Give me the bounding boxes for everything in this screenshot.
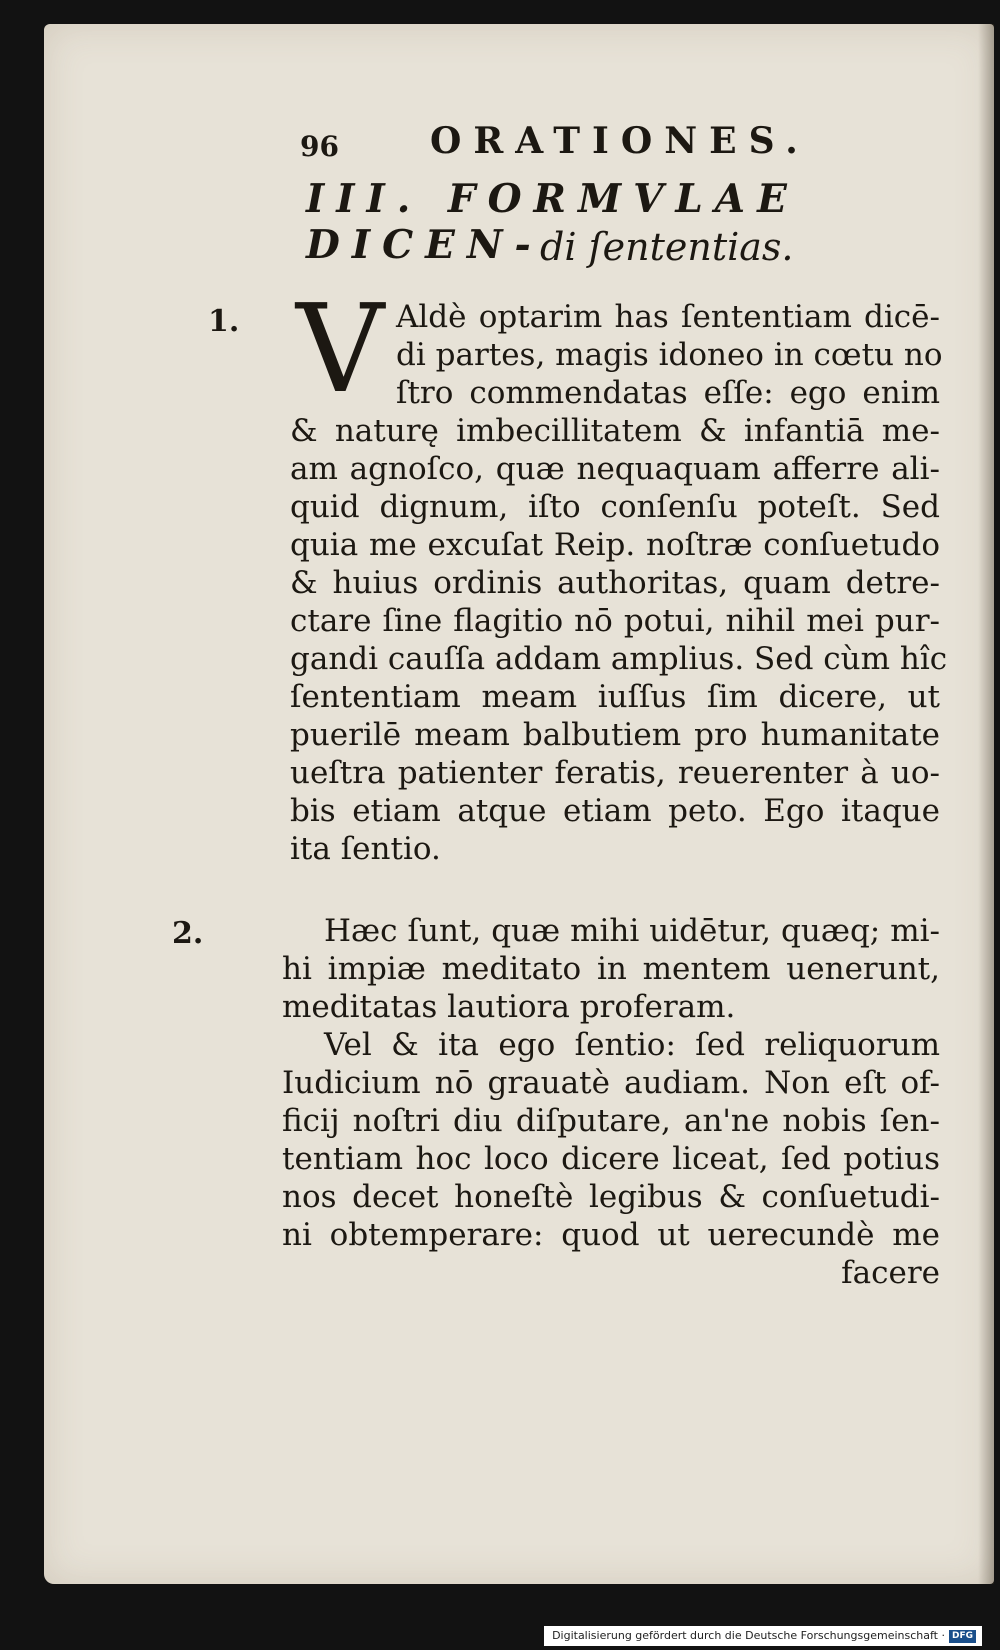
text-line: nos decet honeſtè legibus & conſuetudi-: [282, 1179, 940, 1215]
running-title: ORATIONES.: [430, 120, 810, 162]
paragraph-1: [290, 298, 948, 868]
text-line: ſtro commendatas eſſe: ego enim: [396, 375, 940, 411]
text-line: hi impiæ meditato in mentem uenerunt,: [282, 951, 940, 987]
text-line: ita ſentio.: [290, 831, 441, 867]
text-line: puerilē meam balbutiem pro humanitate: [290, 717, 940, 753]
text-line: tentiam hoc loco dicere liceat, ſed potius: [282, 1141, 940, 1177]
text-line: Iudicium nō grauatè audiam. Non eſt of-: [282, 1065, 940, 1101]
drop-cap: V: [296, 278, 385, 420]
text-line: am agnoſco, quæ nequaquam afferre ali-: [290, 451, 940, 487]
text-line: quid dignum, iſto conſenſu poteſt. Sed: [290, 489, 940, 525]
text-line: Aldè optarim has ſententiam dicē-: [396, 299, 940, 335]
text-line: Hæc ſunt, quæ mihi uidētur, quæq; mi-: [324, 913, 940, 949]
text-line: ficij noſtri diu diſputare, an'ne nobis ſen-: [282, 1103, 940, 1139]
section-subtitle: di ſententias.: [540, 225, 794, 269]
running-head: [300, 120, 860, 163]
margin-number-1: 1.: [208, 304, 240, 339]
footer-text: Digitalisierung gefördert durch die Deutsche Forschungsgemeinschaft ·: [552, 1629, 945, 1642]
text-line: ni obtemperare: quod ut uerecundè me: [282, 1217, 940, 1253]
text-line: Vel & ita ego ſentio: ſed reliquorum: [324, 1027, 940, 1063]
text-line: & huius ordinis authoritas, quam detre-: [290, 565, 940, 601]
text-line: di partes, magis idoneo in cœtu no: [396, 337, 943, 373]
text-line: ctare ſine flagitio nō potui, nihil mei pur-: [290, 603, 940, 639]
text-line: & naturę imbecillitatem & infantiā me-: [290, 413, 940, 449]
section-title: III. FORMVLAE DICEN-: [306, 176, 799, 268]
paragraphs-2-3: [282, 912, 940, 1292]
text-line: ueſtra patienter feratis, reuerenter à uo-: [290, 755, 940, 791]
catchword: facere: [841, 1255, 940, 1291]
text-line: meditatas lautiora proferam.: [282, 989, 736, 1025]
text-line: ſententiam meam iuſſus ſim dicere, ut: [290, 679, 940, 715]
text-line: bis etiam atque etiam peto. Ego itaque: [290, 793, 940, 829]
margin-number-2: 2.: [172, 916, 204, 951]
text-line: quia me excuſat Reip. noſtræ conſuetudo: [290, 527, 940, 563]
dfg-logo-icon: DFG: [949, 1630, 976, 1643]
text-line: gandi cauſſa addam amplius. Sed cùm hîc: [290, 641, 948, 677]
page-number: 96: [300, 130, 339, 163]
funding-footer: [544, 1626, 982, 1646]
